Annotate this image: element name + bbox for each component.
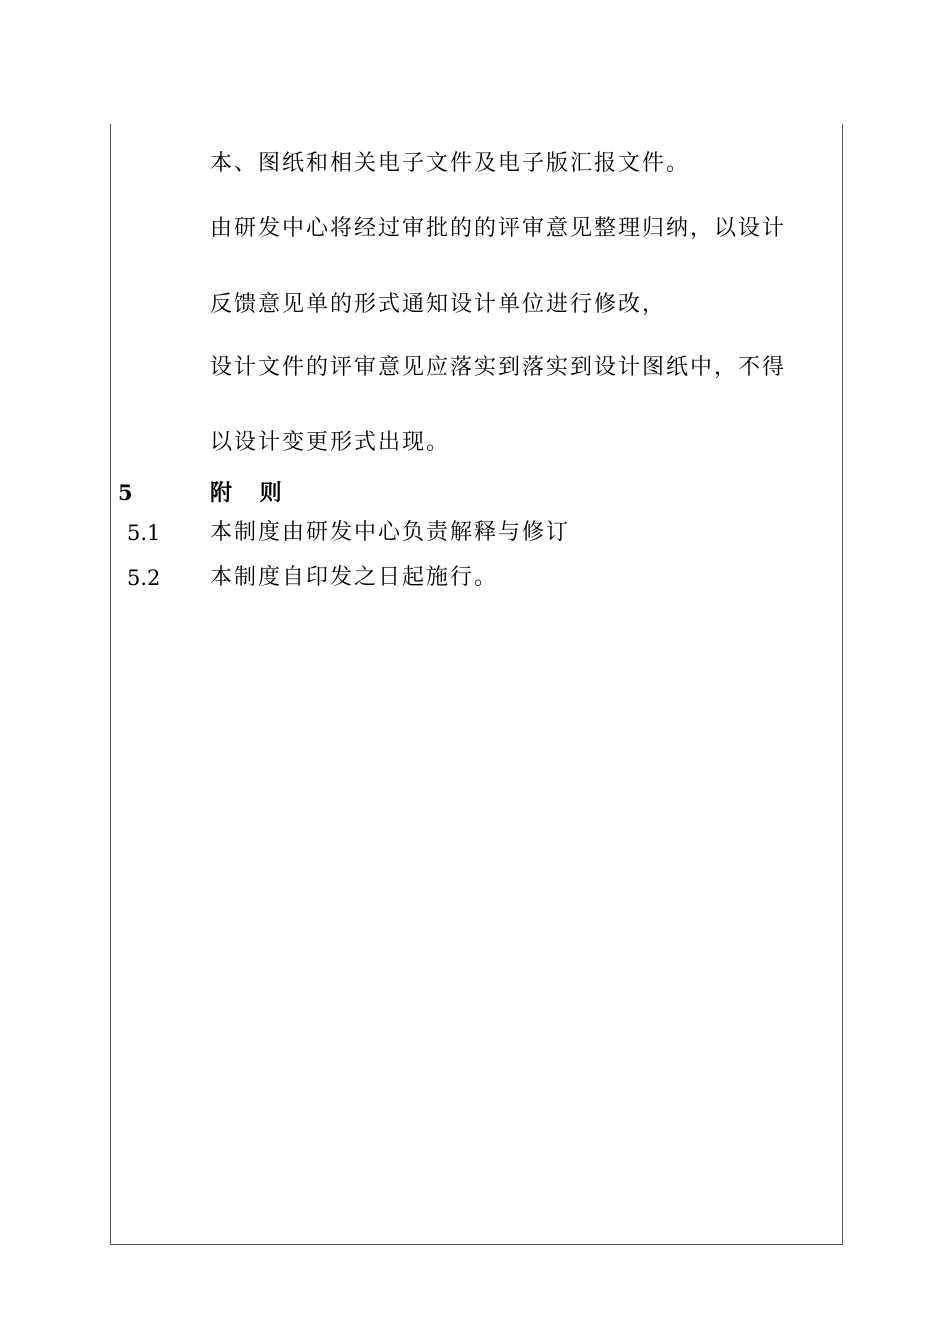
item-number: 5.1 (127, 521, 161, 545)
body-paragraph-line: 反馈意见单的形式通知设计单位进行修改， (210, 292, 667, 317)
body-paragraph-line: 以设计变更形式出现。 (210, 430, 451, 455)
item-text: 本制度自印发之日起施行。 (210, 565, 499, 590)
item-text: 本制度由研发中心负责解释与修订 (210, 520, 571, 545)
section-title: 附 则 (210, 480, 292, 506)
body-paragraph-line: 由研发中心将经过审批的的评审意见整理归纳，以设计 (210, 216, 787, 241)
body-paragraph-line: 本、图纸和相关电子文件及电子版汇报文件。 (210, 151, 691, 176)
section-number: 5 (118, 480, 143, 505)
item-number: 5.2 (127, 566, 161, 590)
body-paragraph-line: 设计文件的评审意见应落实到落实到设计图纸中，不得 (210, 355, 787, 380)
